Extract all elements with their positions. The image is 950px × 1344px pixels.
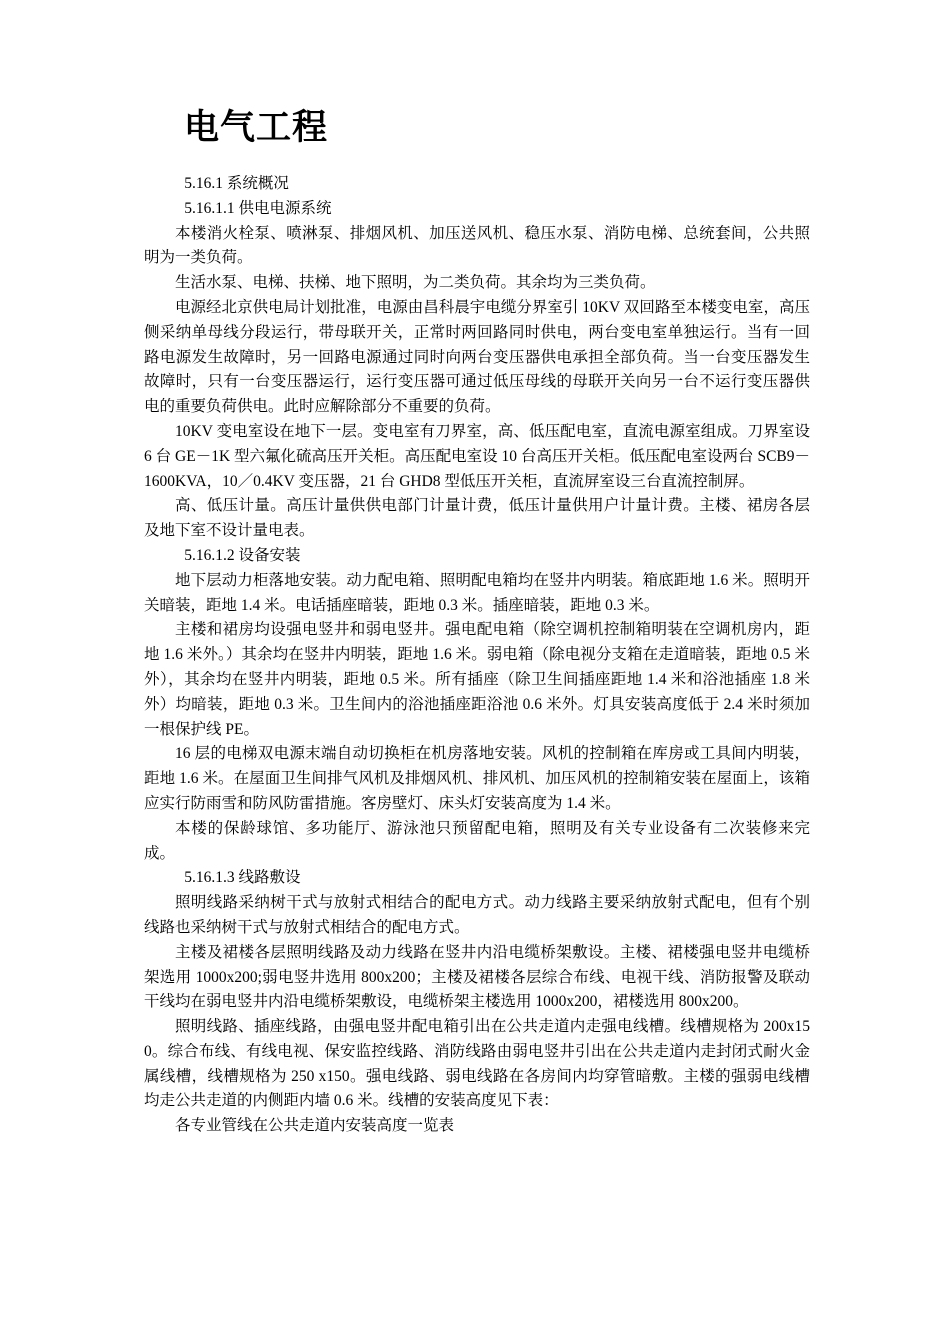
section-heading-wiring: 5.16.1.3 线路敷设 bbox=[184, 869, 301, 887]
paragraph-distribution-mode: 照明线路采纳树干式与放射式相结合的配电方式。动力线路主要采纳放射式配电，但有个别线路也采纳树干式与放射式相结合的配电方式。 bbox=[144, 894, 810, 936]
paragraph-substation: 10KV 变电室设在地下一层。变电室有刀界室，高、低压配电室，直流电源室组成。刀界室设 6 台 GE－1K 型六氟化硫高压开关柜。高压配电室设 10 台高压开关柜。低压配电室设两台 SCB9－1600KVA，10／0.4KV 变压器，21 台 GHD8 型低压开关柜，直流屏室设三台直流控制屏。 bbox=[144, 422, 810, 490]
section-heading-power-supply: 5.16.1.1 供电电源系统 bbox=[184, 199, 332, 217]
paragraph-first-class-load: 本楼消火栓泵、喷淋泵、排烟风机、加压送风机、稳压水泵、消防电梯、总统套间，公共照明为一类负荷。 bbox=[144, 224, 810, 267]
document-page bbox=[144, 100, 810, 1139]
section-heading-equipment-installation: 5.16.1.2 设备安装 bbox=[184, 546, 301, 564]
document-title: 电气工程 bbox=[184, 108, 329, 148]
paragraph-power-source: 电源经北京供电局计划批准，电源由昌科晨宇电缆分界室引 10KV 双回路至本楼变电室，高压侧采纳单母线分段运行，带母联开关，正常时两回路同时供电，两台变电室单独运行。当有一回路电源发生故障时，另一回路电源通过同时向两台变压器供电承担全部负荷。当一台变压器发生故障时，只有一台变压器运行，运行变压器可通过低压母线的母联开关向另一台不运行变压器供电的重要负荷供电。此时应解除部分不重要的负荷。 bbox=[144, 298, 810, 416]
paragraph-shafts-sockets: 主楼和裙房均设强电竖井和弱电竖井。强电配电箱（除空调机控制箱明装在空调机房内，距地 1.6 米外。）其余均在竖井内明装，距地 1.6 米。弱电箱（除电视分支箱在走道暗装，距地 0.5 米外），其余均在竖井内明装，距地 0.5 米。所有插座（除卫生间插座距地 1.4 米和浴池插座 1.8 米外）均暗装，距地 0.3 米。卫生间内的浴池插座距浴池 0.6 米外。灯具安装高度低于 2.4 米时须加一根保护线 PE。 bbox=[144, 621, 810, 738]
paragraph-reserved-panels: 本楼的保龄球馆、多功能厅、游泳池只预留配电箱，照明及有关专业设备有二次装修来完成。 bbox=[144, 819, 810, 862]
paragraph-metering: 高、低压计量。高压计量供供电部门计量计费，低压计量供用户计量计费。主楼、裙房各层及地下室不设计量电表。 bbox=[144, 497, 810, 540]
paragraph-basement-cabinets: 地下层动力柜落地安装。动力配电箱、照明配电箱均在竖井内明装。箱底距地 1.6 米。照明开关暗装，距地 1.4 米。电话插座暗装，距地 0.3 米。插座暗装，距地 0.3 米。 bbox=[144, 571, 810, 614]
paragraph-trunking: 照明线路、插座线路，由强电竖井配电箱引出在公共走道内走强电线槽。线槽规格为 200x150。综合布线、有线电视、保安监控线路、消防线路由弱电竖井引出在公共走道内走封闭式耐火金属线槽，线槽规格为 250 x150。强电线路、弱电线路在各房间内均穿管暗敷。主楼的强弱电线槽均走公共走道的内侧距内墙 0.6 米。线槽的安装高度见下表： bbox=[144, 1018, 810, 1110]
paragraph-elevator-fans: 16 层的电梯双电源末端自动切换柜在机房落地安装。风机的控制箱在库房或工具间内明装，距地 1.6 米。在屋面卫生间排气风机及排烟风机、排风机、加压风机的控制箱安装在屋面上，该箱应实行防雨雪和防风防雷措施。客房壁灯、床头灯安装高度为 1.4 米。 bbox=[144, 745, 810, 812]
paragraph-second-class-load: 生活水泵、电梯、扶梯、地下照明，为二类负荷。其余均为三类负荷。 bbox=[175, 274, 656, 292]
title-spacer bbox=[144, 156, 810, 172]
paragraph-cable-trays: 主楼及裙楼各层照明线路及动力线路在竖井内沿电缆桥架敷设。主楼、裙楼强电竖井电缆桥架选用 1000x200;弱电竖井选用 800x200；主楼及裙楼各层综合布线、电视干线、消防报警及联动干线均在弱电竖井内沿电缆桥架敷设，电缆桥架主楼选用 1000x200，裙楼选用 800x200。 bbox=[144, 943, 810, 1011]
paragraph-table-caption: 各专业管线在公共走道内安装高度一览表 bbox=[175, 1117, 455, 1135]
section-heading-system-overview: 5.16.1 系统概况 bbox=[184, 175, 289, 192]
